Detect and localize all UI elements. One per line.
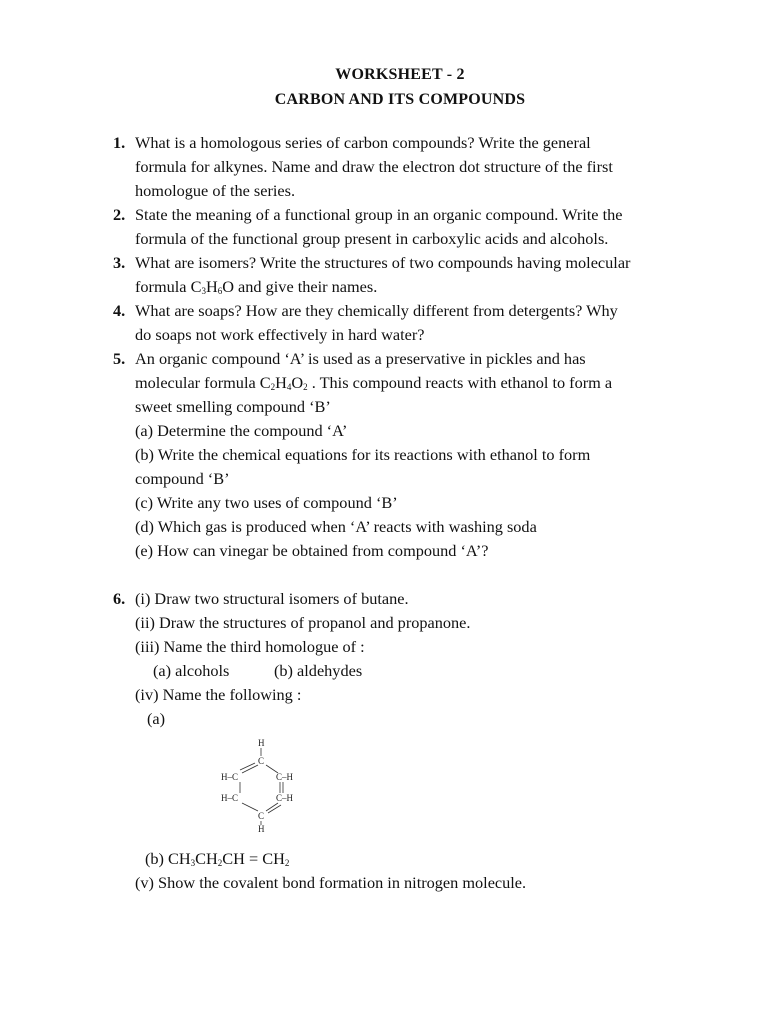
question-4-line-1: What are soaps? How are they chemically different from detergents? Why	[135, 301, 618, 320]
question-5c: (c) Write any two uses of compound ‘B’	[135, 493, 398, 512]
question-5-line-3: sweet smelling compound ‘B’	[135, 397, 331, 416]
benzene-c-bottom: C	[258, 811, 265, 821]
benzene-structure	[212, 736, 322, 836]
worksheet-title: WORKSHEET - 2	[335, 66, 465, 83]
question-3-number: 3.	[113, 253, 126, 272]
question-6-iv-a: (a)	[147, 709, 166, 728]
question-6-ii: (ii) Draw the structures of propanol and propanone.	[135, 613, 471, 632]
question-6-iii-b: (b) aldehydes	[274, 661, 363, 680]
question-2-line-1: State the meaning of a functional group in an organic compound. Write the	[135, 205, 623, 224]
benzene-ch-upper-right: C–H	[276, 772, 294, 782]
question-1-line-3: homologue of the series.	[135, 181, 296, 200]
benzene-ch-lower-right: C–H	[276, 793, 294, 803]
question-6-iii: (iii) Name the third homologue of :	[135, 637, 365, 656]
question-2-line-2: formula of the functional group present in carboxylic acids and alcohols.	[135, 229, 609, 248]
question-6-iv: (iv) Name the following :	[135, 685, 302, 704]
benzene-c-top: C	[258, 756, 265, 766]
question-1-line-2: formula for alkynes. Name and draw the electron dot structure of the first	[135, 157, 613, 176]
question-3-line-1: What are isomers? Write the structures of two compounds having molecular	[135, 253, 631, 272]
question-2-number: 2.	[113, 205, 126, 224]
question-5-line-2: molecular formula $C_2H_4O_2$ . This compound reacts with ethanol to form a	[135, 373, 613, 392]
question-5b-line-1: (b) Write the chemical equations for its reactions with ethanol to form	[135, 445, 591, 464]
question-1-number: 1.	[113, 133, 126, 152]
question-6-iii-a: (a) alcohols	[153, 661, 230, 680]
benzene-h-top: H	[258, 738, 265, 748]
question-4-line-2: do soaps not work effectively in hard water?	[135, 325, 425, 344]
question-5-number: 5.	[113, 349, 126, 368]
question-6-number: 6.	[113, 589, 126, 608]
question-6-v: (v) Show the covalent bond formation in nitrogen molecule.	[135, 873, 527, 892]
question-5e: (e) How can vinegar be obtained from compound ‘A’?	[135, 541, 489, 560]
question-3-line-2: formula $C_3H_6O$ and give their names.	[135, 277, 378, 296]
question-5d: (d) Which gas is produced when ‘A’ reacts with washing soda	[135, 517, 537, 536]
question-6-iv-b: (b) $CH_3CH_2CH = CH_2$	[145, 849, 290, 868]
question-5a: (a) Determine the compound ‘A’	[135, 421, 348, 440]
question-1-line-1: What is a homologous series of carbon compounds? Write the general	[135, 133, 591, 152]
worksheet-subtitle: CARBON AND ITS COMPOUNDS	[274, 91, 526, 108]
benzene-hc-upper-left: H–C	[221, 772, 239, 782]
question-6-i: (i) Draw two structural isomers of butane.	[135, 589, 409, 608]
benzene-h-bottom: H	[258, 824, 265, 834]
question-4-number: 4.	[113, 301, 126, 320]
benzene-hc-lower-left: H–C	[221, 793, 239, 803]
question-5b-line-2: compound ‘B’	[135, 469, 230, 488]
question-5-line-1: An organic compound ‘A’ is used as a preservative in pickles and has	[135, 349, 586, 368]
